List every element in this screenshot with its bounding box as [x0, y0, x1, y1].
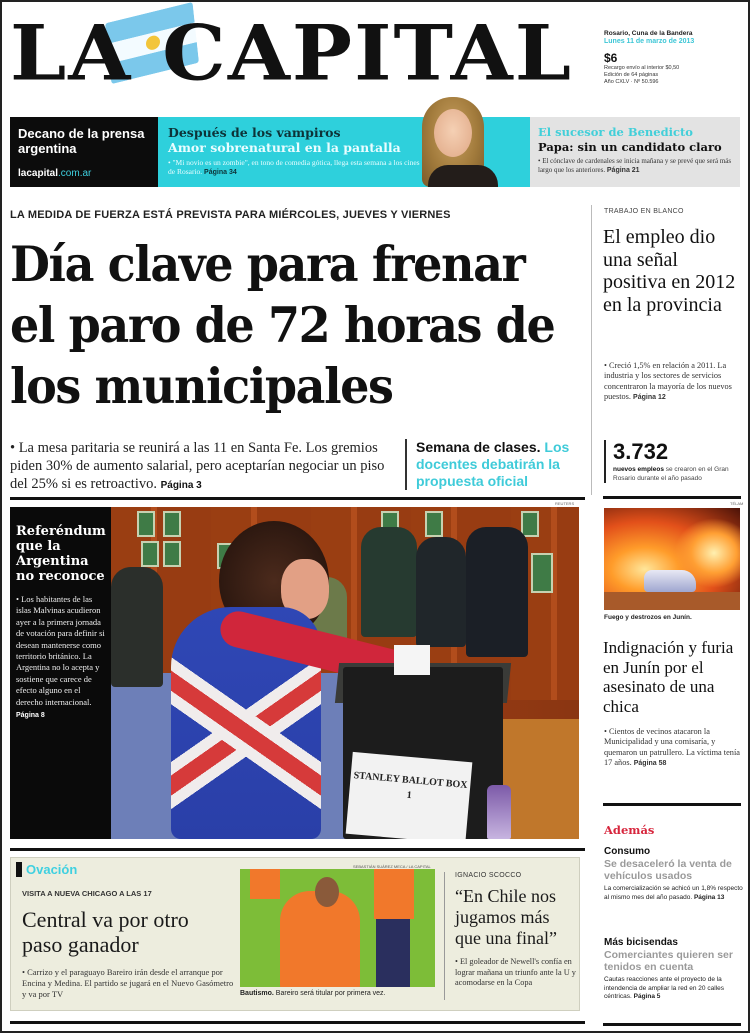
promo-headline[interactable]: Amor sobrenatural en la pantalla: [168, 140, 401, 155]
masthead-city: Rosario, Cuna de la Bandera: [604, 30, 693, 37]
brief-body: La comercialización se achicó un 1,8% respecto al mismo mes del año pasado. Página 13: [604, 885, 743, 901]
scocco-headline[interactable]: “En Chile nos jugamos más que una final”: [455, 886, 557, 948]
promo-body: • El cónclave de cardenales se inicia mañana y se prevé que será más largo que los anteriores. Página 21: [538, 157, 732, 174]
scocco-kicker: IGNACIO SCOCCO: [455, 872, 522, 879]
photo-credit: REUTERS: [555, 501, 575, 506]
brief-headline[interactable]: Se desaceleró la venta de vehículos usados: [604, 858, 732, 882]
promo-headline[interactable]: Papa: sin un candidato claro: [538, 140, 722, 154]
promo-kicker: El sucesor de Benedicto: [538, 125, 693, 139]
page-ref: Página 58: [633, 759, 667, 767]
employment-body: • Creció 1,5% en relación a 2011. La industria y los sectores de servicios concentraron la mayoría de los nuevos puestos. Página 12: [604, 361, 732, 401]
brief-topic: Consumo: [604, 846, 651, 857]
jobs-stat: [604, 440, 744, 483]
ovacion-section-label[interactable]: Ovación: [16, 862, 77, 877]
site-link[interactable]: lacapital.com.ar: [18, 168, 92, 179]
divider: [603, 1023, 741, 1026]
junin-body: • Cientos de vecinos atacaron la Municipalidad y una comisaría, y quemaron un patrullero. La víctima tenía 17 años. Página 58: [604, 727, 740, 767]
column-divider: [591, 205, 592, 495]
referendum-photo: [111, 507, 579, 839]
junin-fire-photo: [604, 508, 740, 610]
divider: [10, 848, 585, 851]
main-kicker: LA MEDIDA DE FUERZA ESTÁ PREVISTA PARA MIÉRCOLES, JUEVES Y VIERNES: [10, 209, 451, 221]
ovacion-kicker: VISITA A NUEVA CHICAGO A LAS 17: [22, 889, 152, 898]
main-deck: • La mesa paritaria se reunirá a las 11 en Santa Fe. Los gremios piden 30% de aumento salarial, pero aceptarían negociar un piso del 25% si es retroactivo. Página 3: [10, 440, 385, 492]
page-ref: Página 12: [633, 393, 666, 401]
stat-value: 3.732: [613, 439, 669, 464]
brief-topic: Más bicisendas: [604, 937, 678, 948]
masthead-logo[interactable]: LA CAPITAL: [10, 8, 573, 98]
page-ref: Página 34: [204, 169, 237, 176]
page-ref: Página 21: [606, 167, 640, 174]
referendum-story[interactable]: [10, 507, 111, 839]
photo-credit: SEBASTIÁN SUÁREZ MECA / LA CAPITAL: [353, 864, 431, 869]
masthead-edition: Edición de 64 páginas: [604, 72, 659, 78]
referendum-headline[interactable]: Referéndum que la Argentina no reconoce: [16, 524, 106, 584]
brand-tagline: Decano de la prensa argentina: [18, 126, 145, 156]
brand-promo[interactable]: [10, 117, 158, 187]
brief-item[interactable]: [604, 937, 744, 1002]
ballot-box-label: STANLEY BALLOT BOX 1: [346, 752, 473, 839]
photo-credit: TÉLAM: [730, 501, 744, 506]
actress-portrait-image: [418, 95, 528, 187]
ademas-section-title: Además: [604, 823, 655, 837]
masthead-info: [604, 30, 744, 86]
divider: [10, 1021, 585, 1024]
brief-body: Cautas reacciones ante el proyecto de la intendencia de ampliar la red en 20 calles céntricas. Página 5: [604, 976, 724, 1000]
divider: [10, 497, 585, 500]
page-ref: Página 8: [16, 712, 45, 720]
pope-promo[interactable]: [530, 117, 740, 187]
photo-caption: Bautismo. Bareiro será titular por primera vez.: [240, 990, 386, 997]
ovacion-body: • Carrizo y el paraguayo Bareiro irán desde el arranque por Encina y Medina. El partido se jugará en el Nuevo Gasómetro y va por TV: [22, 967, 234, 999]
column-divider: [444, 872, 445, 1000]
main-headline[interactable]: Día clave para frenar el paro de 72 horas de los municipales: [10, 235, 555, 415]
brief-headline[interactable]: Comerciantes quieren ser tenidos en cuenta: [604, 949, 733, 973]
divider: [603, 803, 741, 806]
schools-teaser[interactable]: Semana de clases. Los docentes debatirán la propuesta oficial: [405, 439, 585, 490]
employment-headline[interactable]: El empleo dio una señal positiva en 2012 en la provincia: [603, 226, 736, 316]
employment-kicker: TRABAJO EN BLANCO: [604, 208, 684, 215]
promo-body: • "Mi novio es un zombie", en tono de comedia gótica, llega esta semana a los cines de Rosario. Página 34: [168, 158, 420, 176]
promo-kicker: Después de los vampiros: [168, 125, 341, 140]
masthead-date: Lunes 11 de marzo de 2013: [604, 38, 695, 45]
bareiro-photo: [240, 869, 435, 987]
ovacion-headline[interactable]: Central va por otro paso ganador: [22, 907, 189, 957]
masthead-issue: Año CXLV · Nº 50.596: [604, 79, 659, 85]
masthead-price: $6: [604, 51, 618, 65]
brief-item[interactable]: [604, 846, 744, 902]
masthead-surcharge: Recargo envío al interior $0,50: [604, 65, 680, 71]
scocco-body: • El goleador de Newell's confía en lograr mañana un triunfo ante la U y acomodarse en la Copa: [455, 957, 576, 987]
stat-label: nuevos empleos se crearon en el Gran Rosario durante el año pasado: [613, 466, 729, 482]
page-ref: Página 3: [160, 480, 202, 491]
ballot-paper: [394, 645, 430, 675]
divider: [603, 496, 741, 499]
junin-headline[interactable]: Indignación y furia en Junín por el asesinato de una chica: [603, 638, 734, 716]
photo-caption: Fuego y destrozos en Junín.: [604, 614, 692, 621]
referendum-body: • Los habitantes de las islas Malvinas acudieron ayer a la primera jornada de votación para definir si desean mantenerse como territorio británico. La Argentina no lo acepta y sostiene que carece de efecto alguno en el derecho internacional. Página 8: [16, 594, 105, 721]
